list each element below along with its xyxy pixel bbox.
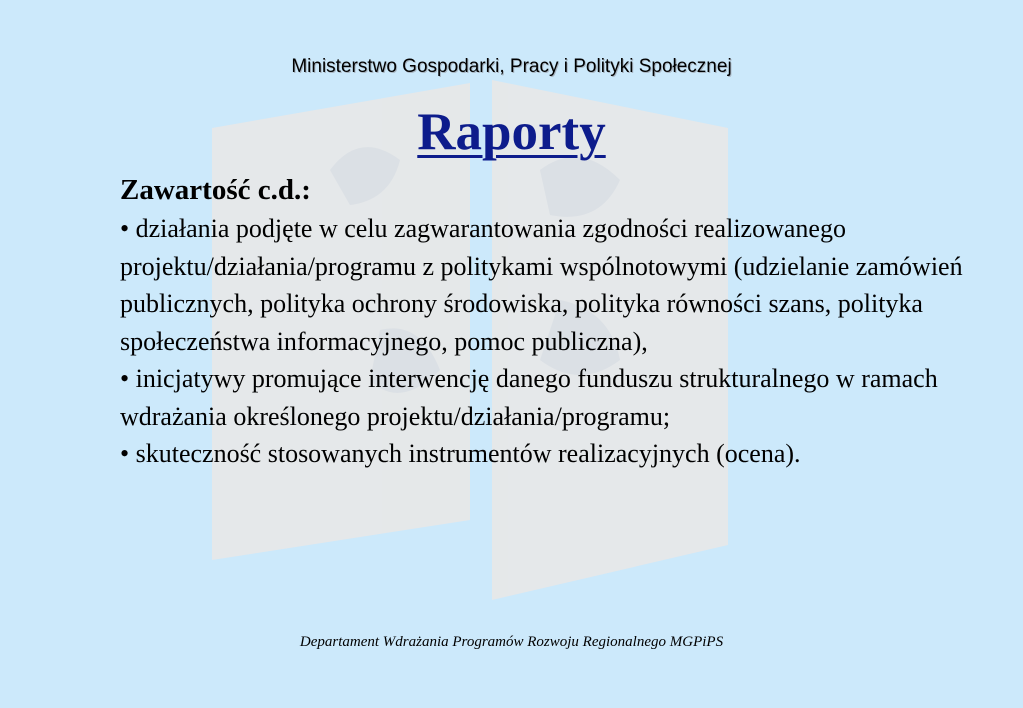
department-footer: Departament Wdrażania Programów Rozwoju Regionalnego MGPiPS	[299, 634, 724, 650]
slide-content	[120, 170, 980, 473]
slide-title: Raporty	[417, 103, 606, 161]
bullet-paragraph-3: • skuteczność stosowanych instrumentów realizacyjnych (ocena).	[120, 439, 801, 468]
ministry-header: Ministerstwo Gospodarki, Pracy i Polityki Społecznej	[291, 56, 732, 77]
content-subtitle: Zawartość c.d.:	[120, 174, 311, 206]
bullet-paragraph-2: • inicjatywy promujące interwencję danego funduszu strukturalnego w ramach wdrażania określonego projektu/działania/programu;	[120, 364, 938, 431]
bullet-paragraph-1: • działania podjęte w celu zagwarantowania zgodności realizowanego projektu/działania/programu z politykami wspólnotowymi (udzielanie zamówień publicznych, polityka ochrony środowiska, polityka równości szans, polityka społeczeństwa informacyjnego, pomoc publiczna),	[120, 214, 963, 356]
